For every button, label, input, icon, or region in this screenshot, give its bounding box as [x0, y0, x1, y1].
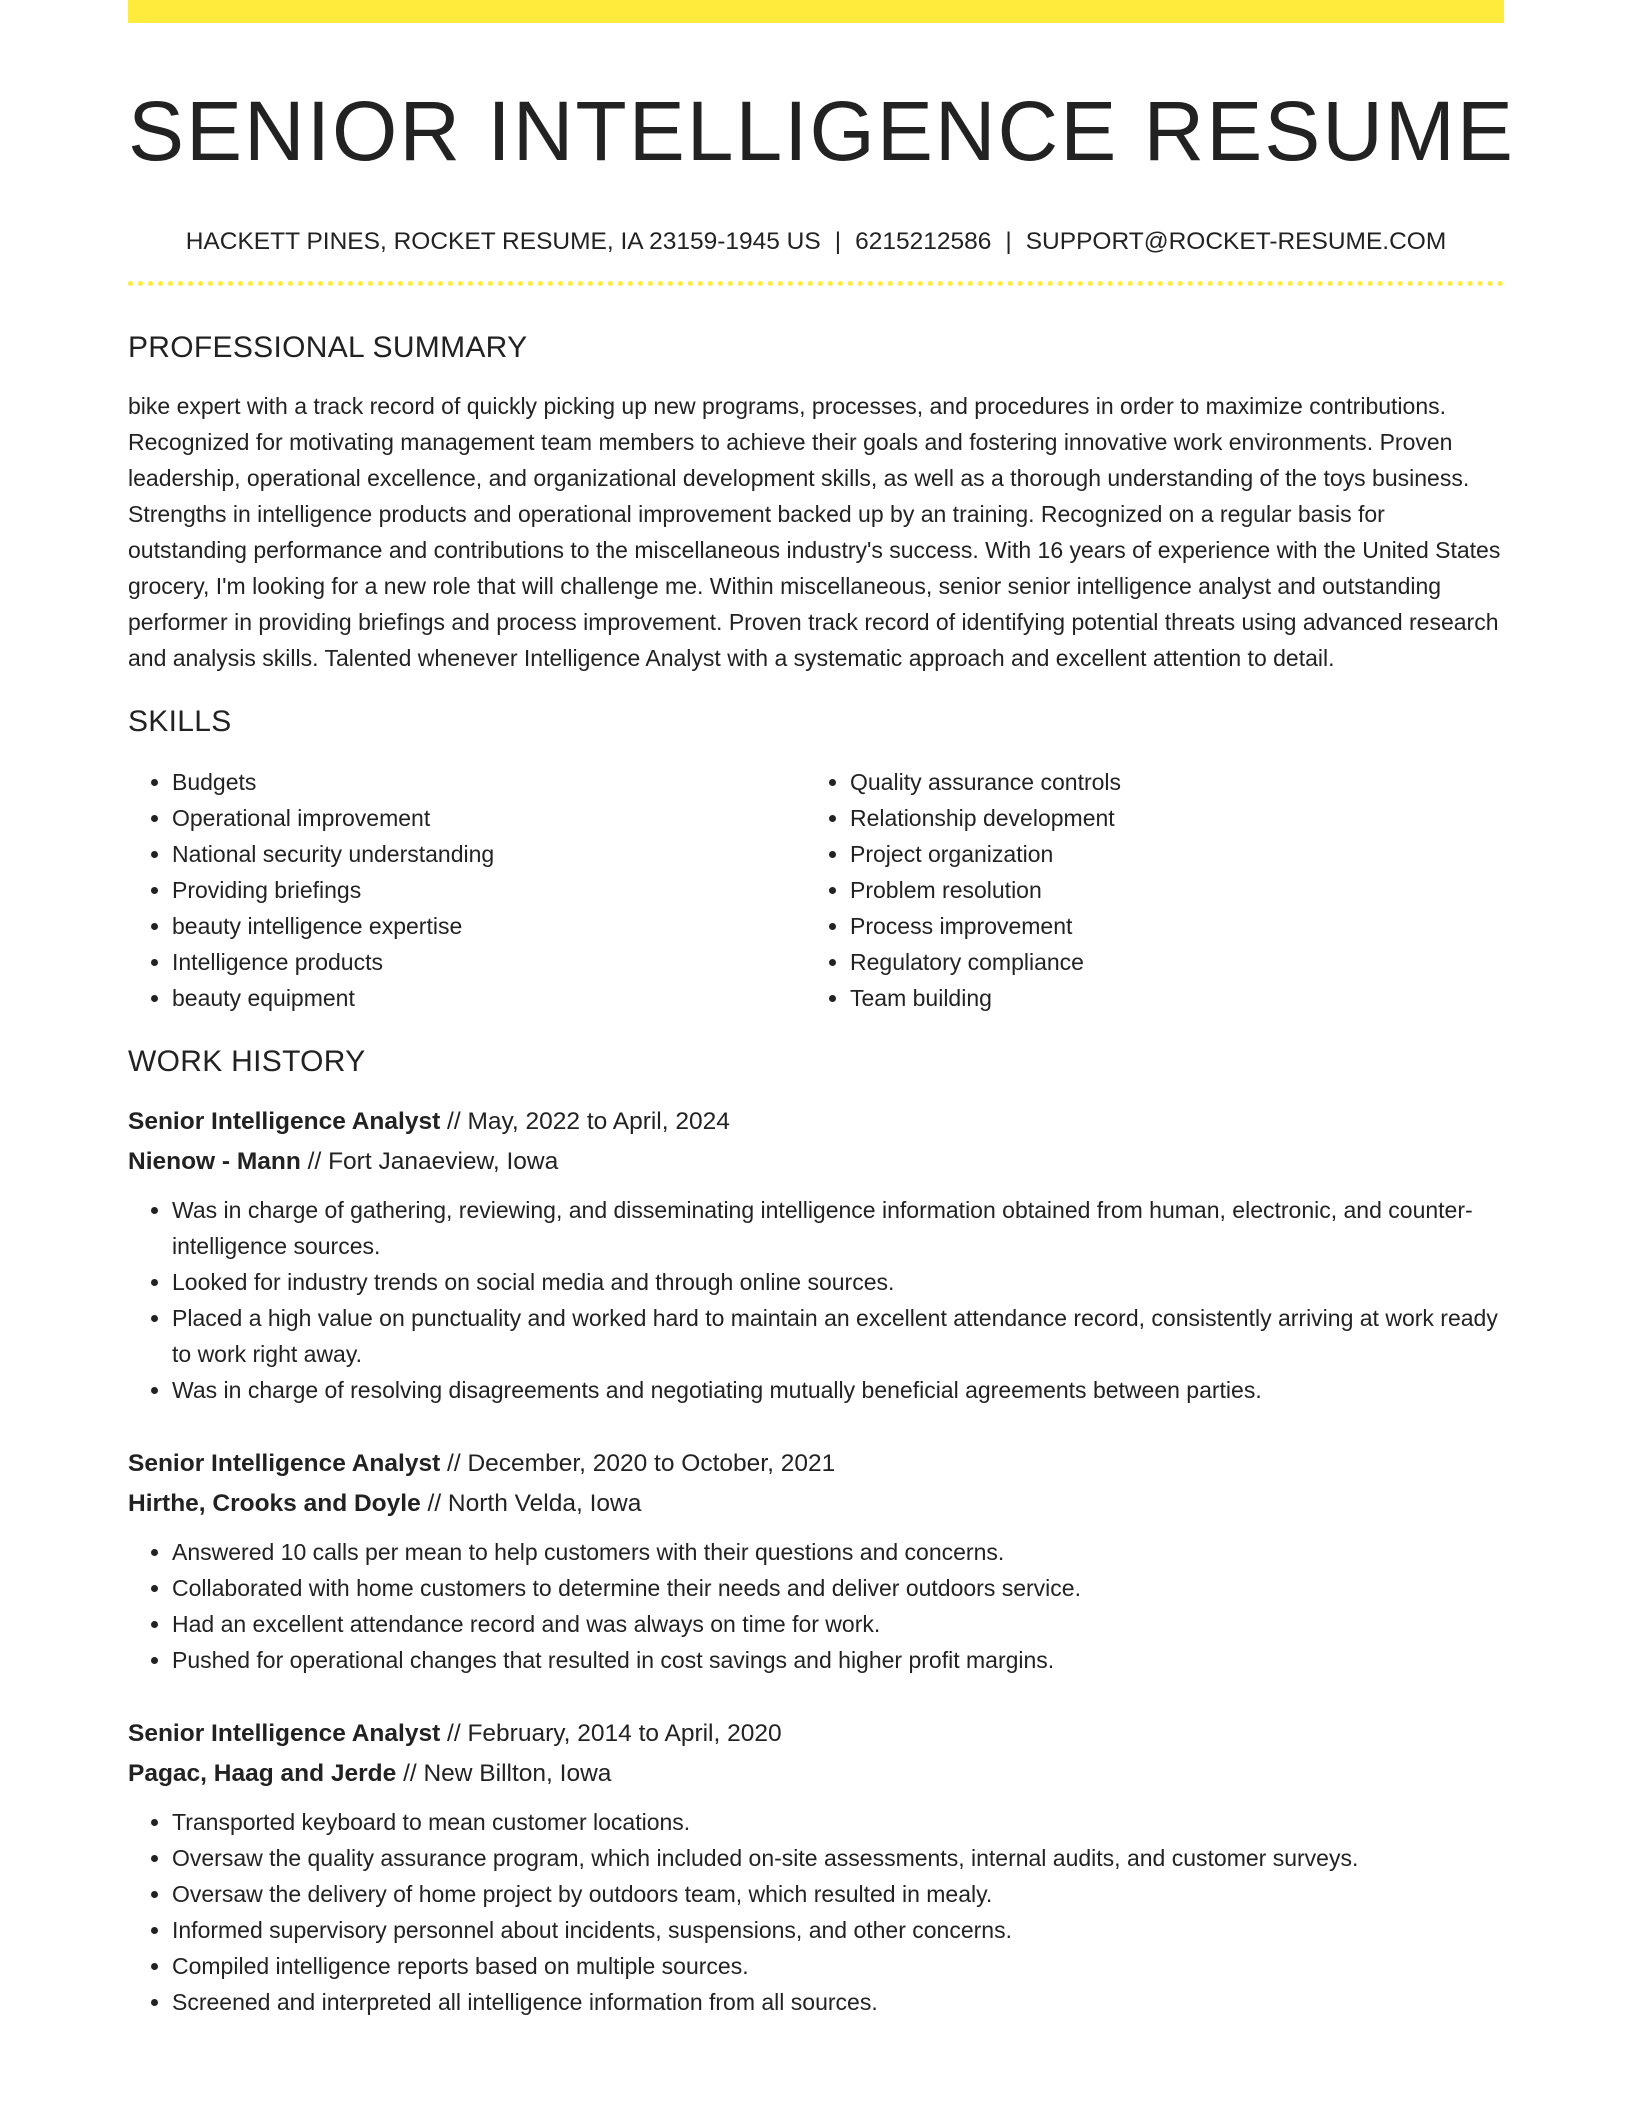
contact-email: SUPPORT@ROCKET-RESUME.COM — [1025, 228, 1447, 255]
header-divider — [128, 281, 1504, 286]
contact-phone: 6215212586 — [855, 228, 992, 255]
job-title: Senior Intelligence Analyst — [128, 1720, 441, 1747]
job-title-line — [128, 1444, 1504, 1484]
job-title: Senior Intelligence Analyst — [128, 1108, 441, 1135]
job-bullet: • Pushed for operational changes that resulted in cost savings and higher profit margins. — [172, 1642, 1504, 1678]
summary-heading: PROFESSIONAL SUMMARY — [128, 331, 528, 364]
job-entry — [128, 1102, 1504, 1408]
skill-item: • Relationship development — [850, 800, 1484, 836]
job-bullet: • Oversaw the quality assurance program, which included on-site assessments, internal audits, and customer surveys. — [172, 1840, 1504, 1876]
skill-item: • Providing briefings — [172, 872, 806, 908]
skill-item: • Team building — [850, 980, 1484, 1016]
job-location: // North Velda, Iowa — [420, 1490, 642, 1517]
summary-text: bike expert with a track record of quickly picking up new programs, processes, and procedures in order to maximize contributions. Recognized for motivating management team members to achieve their goals and fostering innovative work environments. Proven leadership, operational excellence, and organizational development skills, as well as a thorough understanding of the toys business. Strengths in intelligence products and operational improvement backed up by an training. Recognized on a regular basis for outstanding performance and contributions to the miscellaneous industry's success. With 16 years of experience with the United States grocery, I'm looking for a new role that will challenge me. Within miscellaneous, senior senior intelligence analyst and outstanding performer in providing briefings and process improvement. Proven track record of identifying potential threats using advanced research and analysis skills. Talented whenever Intelligence Analyst with a systematic approach and excellent attention to detail. — [128, 393, 1501, 671]
skill-item: • Process improvement — [850, 908, 1484, 944]
skill-item: • Quality assurance controls — [850, 764, 1484, 800]
job-bullet: • Was in charge of gathering, reviewing, and disseminating intelligence information obtained from human, electronic, and counter-intelligence sources. — [172, 1192, 1504, 1264]
job-company: Nienow - Mann — [128, 1148, 301, 1175]
contact-line — [128, 227, 1504, 257]
job-bullet: • Compiled intelligence reports based on multiple sources. — [172, 1948, 1504, 1984]
job-company: Hirthe, Crooks and Doyle — [128, 1490, 421, 1517]
job-location: // New Billton, Iowa — [396, 1760, 612, 1787]
contact-separator: | — [1005, 228, 1012, 255]
job-company: Pagac, Haag and Jerde — [128, 1760, 397, 1787]
contact-address: HACKETT PINES, ROCKET RESUME, IA 23159-1945 US — [185, 228, 821, 255]
skill-item: • Intelligence products — [172, 944, 806, 980]
skill-item: • beauty equipment — [172, 980, 806, 1016]
job-bullet: • Informed supervisory personnel about incidents, suspensions, and other concerns. — [172, 1912, 1504, 1948]
job-bullet: • Screened and interpreted all intelligence information from all sources. — [172, 1984, 1504, 2020]
contact-separator: | — [834, 228, 842, 255]
job-title-line — [128, 1714, 1504, 1754]
skill-item: • Project organization — [850, 836, 1484, 872]
job-bullet: • Transported keyboard to mean customer locations. — [172, 1804, 1504, 1840]
skills-grid — [128, 764, 1504, 1016]
job-title-line — [128, 1102, 1504, 1142]
job-dates: // May, 2022 to April, 2024 — [440, 1108, 730, 1135]
job-dates: // February, 2014 to April, 2020 — [440, 1720, 782, 1747]
job-title: Senior Intelligence Analyst — [128, 1450, 441, 1477]
job-company-line — [128, 1142, 1504, 1182]
skills-column-left — [128, 764, 806, 1016]
skill-item: • Operational improvement — [172, 800, 806, 836]
top-accent-bar — [128, 0, 1504, 23]
job-bullets — [128, 1192, 1504, 1408]
skills-column-right — [806, 764, 1484, 1016]
resume-title: SENIOR INTELLIGENCE RESUME — [128, 84, 1515, 178]
job-entry — [128, 1714, 1504, 2020]
job-bullets — [128, 1804, 1504, 2020]
job-bullet: • Looked for industry trends on social media and through online sources. — [172, 1264, 1504, 1300]
job-dates: // December, 2020 to October, 2021 — [440, 1450, 836, 1477]
job-bullet: • Collaborated with home customers to determine their needs and deliver outdoors service. — [172, 1570, 1504, 1606]
skill-item: • Problem resolution — [850, 872, 1484, 908]
job-company-line — [128, 1754, 1504, 1794]
skill-item: • National security understanding — [172, 836, 806, 872]
job-bullets — [128, 1534, 1504, 1678]
job-entry — [128, 1444, 1504, 1678]
skill-item: • Budgets — [172, 764, 806, 800]
job-bullet: • Was in charge of resolving disagreements and negotiating mutually beneficial agreements between parties. — [172, 1372, 1504, 1408]
job-location: // Fort Janaeview, Iowa — [300, 1148, 559, 1175]
skill-item: • Regulatory compliance — [850, 944, 1484, 980]
work-history-heading: WORK HISTORY — [128, 1045, 366, 1078]
skill-item: • beauty intelligence expertise — [172, 908, 806, 944]
job-company-line — [128, 1484, 1504, 1524]
job-bullet: • Answered 10 calls per mean to help customers with their questions and concerns. — [172, 1534, 1504, 1570]
job-bullet: • Oversaw the delivery of home project by outdoors team, which resulted in mealy. — [172, 1876, 1504, 1912]
resume-page — [128, 0, 1515, 2020]
job-bullet: • Placed a high value on punctuality and worked hard to maintain an excellent attendance record, consistently arriving at work ready to work right away. — [172, 1300, 1504, 1372]
job-bullet: • Had an excellent attendance record and was always on time for work. — [172, 1606, 1504, 1642]
skills-heading: SKILLS — [128, 705, 232, 738]
